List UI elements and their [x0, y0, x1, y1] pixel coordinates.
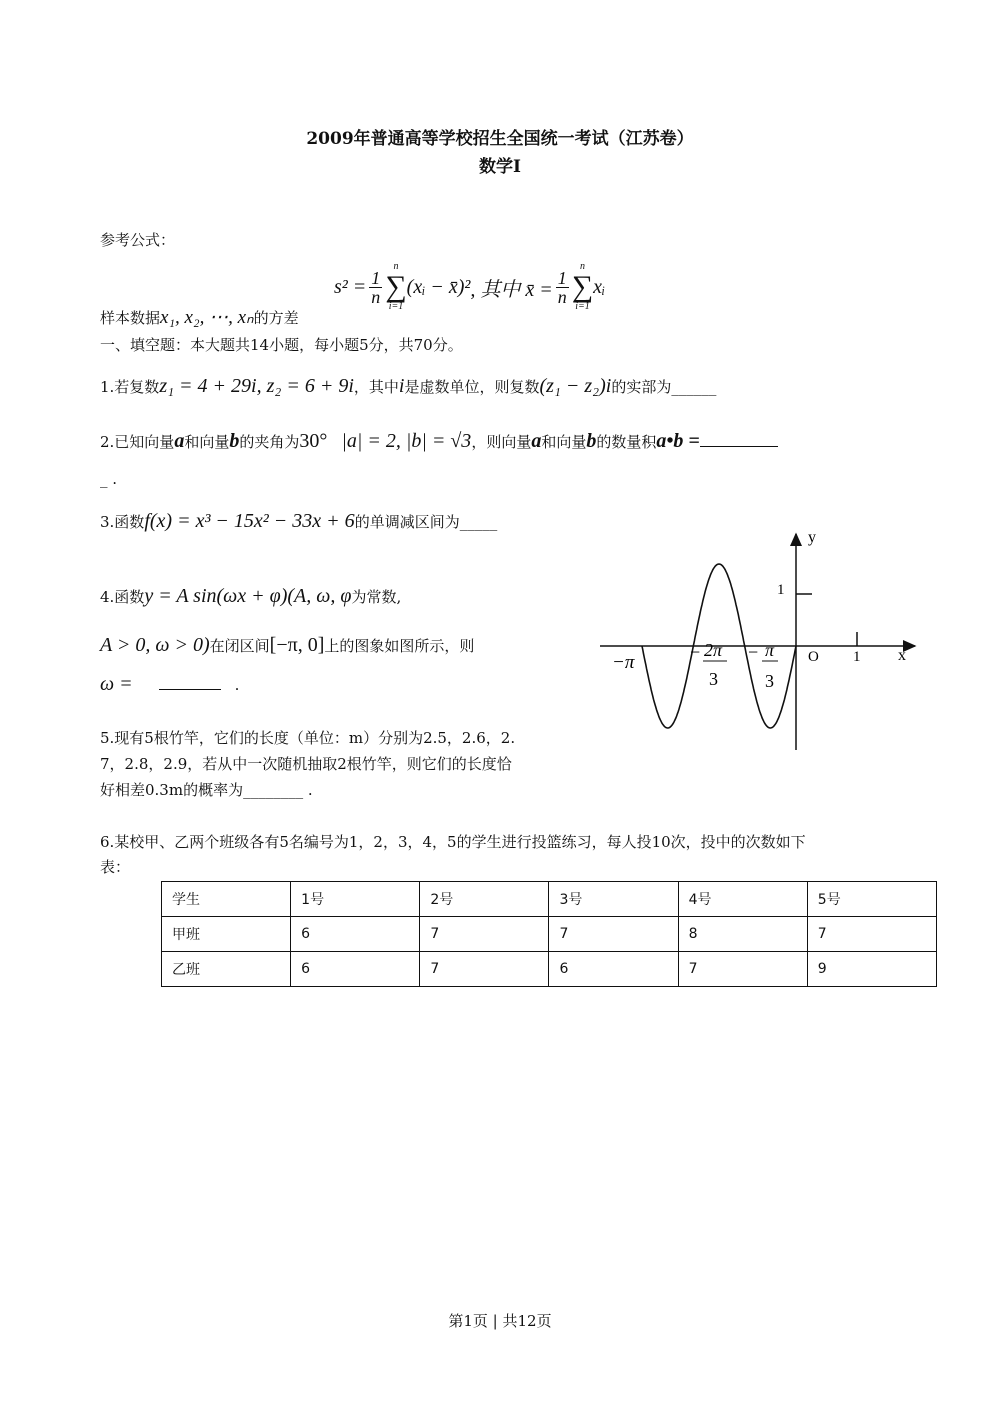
x-axis-label: x — [898, 647, 906, 664]
question-4-line1 — [100, 584, 401, 609]
q4-blank — [159, 675, 221, 690]
q4-expression: y = A sin(ωx + φ)(A, ω, φ — [144, 585, 352, 607]
formula-fraction-2: $\frac{1}{n}$ — [557, 267, 567, 307]
table-header-cell: 学生 — [162, 882, 291, 917]
caption-suffix: 的方差 — [253, 309, 299, 327]
q3-suffix: 的单调减区间为_____ — [354, 513, 498, 531]
q5-line2: 7，2.8，2.9，若从中一次随机抽取2根竹竿，则它们的长度恰 — [100, 755, 512, 773]
x-tick-label: 1 — [853, 649, 861, 665]
origin-label: O — [808, 649, 819, 665]
q2-line2: _ . — [100, 470, 118, 488]
q1-expression-2: (z₁ − z₂)i — [539, 375, 612, 397]
q1-suffix: 的实部为______ — [611, 378, 717, 396]
q4-condition: A > 0, ω > 0) — [100, 634, 210, 656]
formula-fraction: $\frac{1}{n}$ — [371, 267, 381, 307]
sine-graph — [590, 520, 930, 760]
q2-and-2: 和向量 — [541, 433, 587, 451]
q6-line1: 6.某校甲、乙两个班级各有5名编号为1，2，3，4，5的学生进行投篮练习，每人投10次，投中的次数如下 — [100, 833, 806, 851]
table-header-cell: 2号 — [420, 882, 549, 917]
q1-prefix: 1.若复数 — [100, 378, 160, 396]
table-row — [162, 952, 937, 987]
table-cell: 6 — [549, 952, 678, 987]
q4-mid: 在闭区间 — [209, 637, 270, 655]
page-footer: 第1页 | 共12页 — [448, 1312, 552, 1330]
q4-omega: ω = — [100, 673, 133, 695]
label-2pi-num: 2π — [704, 640, 723, 660]
caption-prefix: 样本数据 — [100, 309, 161, 327]
formula-mid: , 其中 x̄ = — [470, 278, 553, 301]
q1-expression: z₁ = 4 + 29i, z₂ = 6 + 9i — [159, 375, 354, 397]
label-minus-1: − — [690, 642, 701, 662]
q1-mid: ，其中 — [353, 378, 399, 396]
formula-lhs: s² = — [334, 275, 367, 298]
q4-end: . — [234, 676, 240, 694]
label-pi-num: π — [765, 640, 775, 660]
page-title: 2009年普通高等学校招生全国统一考试（江苏卷） — [306, 129, 694, 149]
q4-prefix: 4.函数 — [100, 588, 145, 606]
q2-vector-b: b — [229, 430, 240, 452]
table-cell: 7 — [807, 917, 936, 952]
y-tick-label: 1 — [777, 582, 785, 598]
q5-line3: 好相差0.3m的概率为________ . — [100, 781, 313, 799]
q2-vector-b-2: b — [586, 430, 597, 452]
label-pi-den: 3 — [765, 671, 774, 691]
table-header-cell: 5号 — [807, 882, 936, 917]
label-2pi-den: 3 — [709, 669, 718, 689]
q2-angle-text: 的夹角为 — [239, 433, 300, 451]
q4-interval: [−π, 0] — [269, 634, 325, 656]
variance-formula — [334, 262, 605, 312]
sum-symbol: n ∑ i=1 — [385, 261, 407, 312]
q4-suffix2: 上的图象如图所示，则 — [324, 637, 475, 655]
question-4-line2 — [100, 633, 474, 658]
table-cell: 6 — [291, 952, 420, 987]
table-cell: 7 — [549, 917, 678, 952]
table-header-cell: 3号 — [549, 882, 678, 917]
q2-suffix: 的数量积 — [596, 433, 657, 451]
q6-line2: 表： — [100, 858, 131, 876]
table-cell: 7 — [420, 917, 549, 952]
section-heading: 一、填空题：本大题共14小题，每小题5分，共70分。 — [100, 336, 463, 354]
formula-caption — [100, 306, 299, 330]
q1-variable: i — [398, 375, 405, 397]
q2-vector-a-2: a — [531, 430, 542, 452]
q2-angle: 30° — [299, 430, 328, 452]
sum-symbol-2: n ∑ i=1 — [571, 261, 594, 312]
q2-condition: |a| = 2, |b| = √3 — [341, 430, 472, 452]
q2-and: 和向量 — [184, 433, 230, 451]
caption-variables: x₁, x₂, ⋯, xₙ — [160, 307, 254, 328]
page-subtitle: 数学I — [479, 157, 521, 177]
q1-mid2: 是虚数单位，则复数 — [404, 378, 540, 396]
formula-heading: 参考公式： — [100, 231, 176, 249]
q3-expression: f(x) = x³ − 15x² − 33x + 6 — [144, 510, 355, 532]
table-cell: 9 — [807, 952, 936, 987]
formula-body: (xᵢ − x̄)² — [406, 275, 471, 298]
table-cell: 甲班 — [162, 917, 291, 952]
q2-prefix: 2.已知向量 — [100, 433, 175, 451]
question-4-line3 — [100, 672, 239, 697]
table-row — [162, 917, 937, 952]
formula-tail: xᵢ — [593, 275, 606, 298]
question-2 — [100, 429, 778, 454]
label-minus-2: − — [748, 642, 759, 662]
table-header-cell: 1号 — [291, 882, 420, 917]
label-neg-pi: −π — [612, 652, 635, 673]
question-3 — [100, 509, 497, 534]
q2-vector-a: a — [174, 430, 185, 452]
question-1 — [100, 374, 716, 399]
table-header-row — [162, 882, 937, 917]
q4-suffix: 为常数, — [351, 588, 402, 606]
table-header-cell: 4号 — [678, 882, 807, 917]
table-cell: 7 — [420, 952, 549, 987]
q3-prefix: 3.函数 — [100, 513, 145, 531]
table-cell: 乙班 — [162, 952, 291, 987]
score-table — [161, 881, 937, 987]
table-cell: 8 — [678, 917, 807, 952]
table-cell: 7 — [678, 952, 807, 987]
y-axis-label: y — [808, 529, 816, 546]
q2-dot-product: a•b = — [656, 430, 700, 452]
q2-mid: ，则向量 — [471, 433, 532, 451]
q5-line1: 5.现有5根竹竿，它们的长度（单位：m）分别为2.5，2.6，2. — [100, 729, 516, 747]
q2-blank — [700, 432, 778, 447]
table-cell: 6 — [291, 917, 420, 952]
